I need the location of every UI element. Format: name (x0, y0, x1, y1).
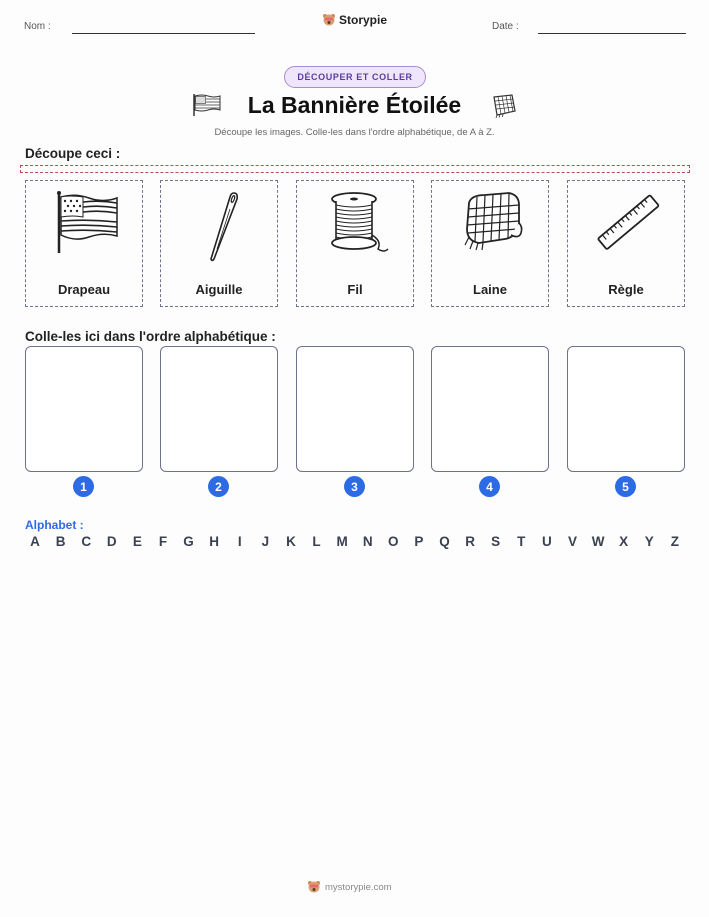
alphabet-letter: B (55, 534, 66, 549)
page-title: La Bannière Étoilée (247, 92, 462, 118)
alphabet-letter: H (209, 534, 220, 549)
alphabet-label: Alphabet : (25, 518, 84, 532)
alphabet-letter: J (261, 534, 270, 549)
cut-card-aiguille[interactable] (160, 180, 278, 307)
cut-card-drapeau[interactable] (25, 180, 143, 307)
order-number: 4 (479, 476, 500, 497)
bear-logo-icon (307, 880, 321, 894)
alphabet-letter: K (286, 534, 296, 549)
wool-blanket-title-icon (488, 93, 518, 119)
paste-box-1[interactable] (25, 346, 143, 472)
worksheet-header (0, 0, 709, 50)
name-label: Nom : (24, 21, 51, 32)
alphabet-letter: N (362, 534, 373, 549)
cut-card-regle[interactable] (567, 180, 685, 307)
cut-card-fil[interactable] (296, 180, 414, 307)
alphabet-letter: X (619, 534, 629, 549)
instructions: Découpe les images. Colle-les dans l'ordre alphabétique, de A à Z. (214, 127, 495, 138)
card-label: Règle (608, 282, 644, 297)
paste-box-4[interactable] (431, 346, 549, 472)
order-number: 3 (344, 476, 365, 497)
alphabet-letter: E (132, 534, 142, 549)
alphabet-letter: W (591, 534, 605, 549)
alphabet-letter: S (491, 534, 501, 549)
alphabet-letter: D (106, 534, 117, 549)
paste-box-3[interactable] (296, 346, 414, 472)
alphabet-letter: Z (670, 534, 679, 549)
paste-box-5[interactable] (567, 346, 685, 472)
alphabet-letter: U (542, 534, 552, 549)
cut-line (20, 165, 690, 173)
footer-url[interactable]: mystorypie.com (325, 881, 392, 893)
brand-name: Storypie (339, 13, 388, 27)
ruler-icon (597, 191, 661, 255)
cut-section-label: Découpe ceci : (25, 146, 121, 161)
alphabet-letter: V (567, 534, 577, 549)
alphabet-letter: P (414, 534, 424, 549)
bear-logo-icon (322, 13, 336, 27)
brand-logo (322, 13, 387, 27)
alphabet-row (25, 534, 685, 549)
alphabet-letter: C (81, 534, 92, 549)
card-label: Aiguille (195, 282, 243, 297)
order-number: 2 (208, 476, 229, 497)
name-line (72, 33, 255, 34)
flag-icon (55, 191, 119, 255)
alphabet-letter: G (183, 534, 194, 549)
order-number: 1 (73, 476, 94, 497)
date-label: Date : (492, 21, 519, 32)
card-label: Laine (473, 282, 507, 297)
alphabet-letter: M (336, 534, 348, 549)
needle-icon (190, 191, 254, 263)
alphabet-letter: A (30, 534, 40, 549)
alphabet-letter: L (312, 534, 321, 549)
alphabet-letter: Q (439, 534, 450, 549)
alphabet-letter: I (237, 534, 242, 549)
paste-section-label: Colle-les ici dans l'ordre alphabétique : (25, 329, 276, 344)
card-label: Drapeau (57, 282, 111, 297)
cut-card-laine[interactable] (431, 180, 549, 307)
alphabet-letter: R (465, 534, 475, 549)
alphabet-letter: Y (644, 534, 654, 549)
paste-box-2[interactable] (160, 346, 278, 472)
wool-blanket-icon (461, 191, 525, 251)
order-number: 5 (615, 476, 636, 497)
card-label: Fil (347, 282, 363, 297)
thread-spool-icon (326, 191, 390, 255)
alphabet-letter: O (388, 534, 399, 549)
date-line (538, 33, 686, 34)
alphabet-letter: T (517, 534, 526, 549)
footer (307, 880, 392, 894)
activity-badge: DÉCOUPER ET COLLER (284, 66, 426, 88)
alphabet-letter: F (158, 534, 168, 549)
